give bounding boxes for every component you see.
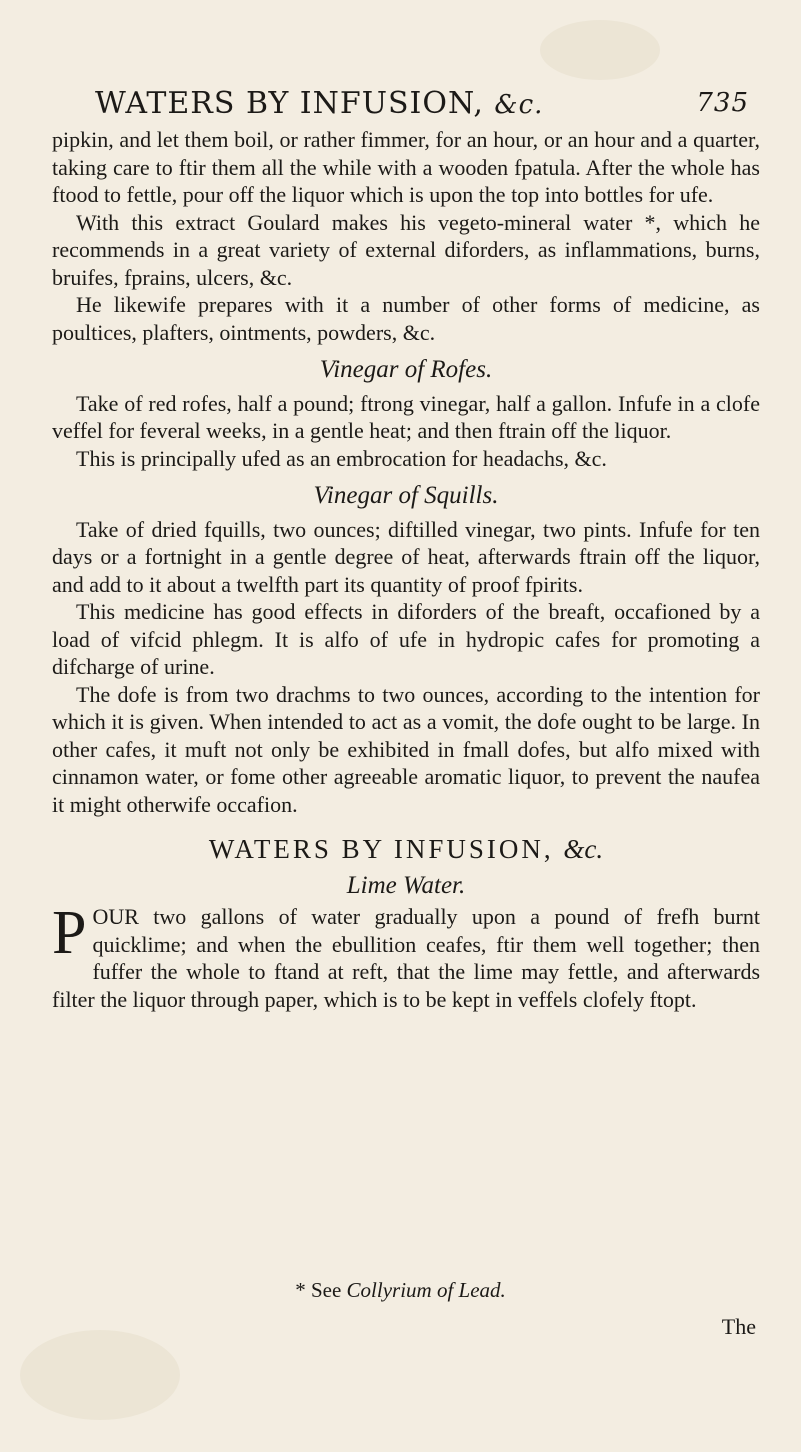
footnote: * See Collyrium of Lead. [295,1278,506,1302]
section-title-vinegar-of-squills: Vinegar of Squills. [313,482,499,509]
paragraph: He likewife prepares with it a number of other forms of medicine, as poultices, plafters, ointments, powders, &c. [52,292,760,345]
catchword: The [721,1314,756,1339]
running-header [95,80,755,126]
header-title: WATERS BY INFUSION, &c. [95,86,544,121]
section-title-lime-water: Lime Water. [346,871,466,899]
chapter-heading: WATERS BY INFUSION, &c. [208,834,604,864]
paragraph: Take of dried fquills, two ounces; diftilled vinegar, two pints. Infufe for ten days or a fortnight in a gentle degree of heat, afterwards ftrain off the liquor, and add to it about a twelfth part its quantity of proof fpirits. [52,516,760,597]
page-number: 735 [696,88,749,118]
drop-cap: P [52,899,87,967]
paragraph: Take of red rofes, half a pound; ftrong vinegar, half a gallon. Infufe in a clofe veffel for feveral weeks, in a gentle heat; and then ftrain off the liquor. [52,390,760,443]
section-title-vinegar-of-rofes: Vinegar of Rofes. [319,356,493,383]
paragraph: pipkin, and let them boil, or rather fimmer, for an hour, or an hour and a quarter, taking care to ftir them all the while with a wooden fpatula. After the whole has ftood to fettle, pour off the liquor which is upon the top into bottles for ufe. [52,127,760,207]
main-text [52,126,760,1013]
paper-stain [20,1330,180,1420]
paragraph: This is principally ufed as an embrocation for headachs, &c. [76,445,607,471]
paragraph: With this extract Goulard makes his vegeto-mineral water *, which he recommends in a great variety of external diforders, as inflammations, burns, bruifes, fprains, ulcers, &c. [52,209,760,290]
paragraph-lime-water: POUR two gallons of water gradually upon a pound of frefh burnt quicklime; and when the ebullition ceafes, ftir them well together; then fuffer the whole to ftand at reft, that the lime may fettle, and afterwards filter the liquor through paper, which is to be kept in veffels clofely ftopt. [52,899,760,1012]
paragraph: This medicine has good effects in diforders of the breaft, occafioned by a load of vifcid phlegm. It is alfo of ufe in hydropic cafes for promoting a difcharge of urine. [52,599,760,679]
paper-stain [540,20,660,80]
paragraph: The dofe is from two drachms to two ounces, according to the intention for which it is given. When intended to act as a vomit, the dofe ought to be large. In other cafes, it muft not only be exhibited in fmall dofes, but alfo mixed with cinnamon water, or fome other agreeable aromatic liquor, to prevent the naufea it might otherwife occafion. [52,681,760,817]
